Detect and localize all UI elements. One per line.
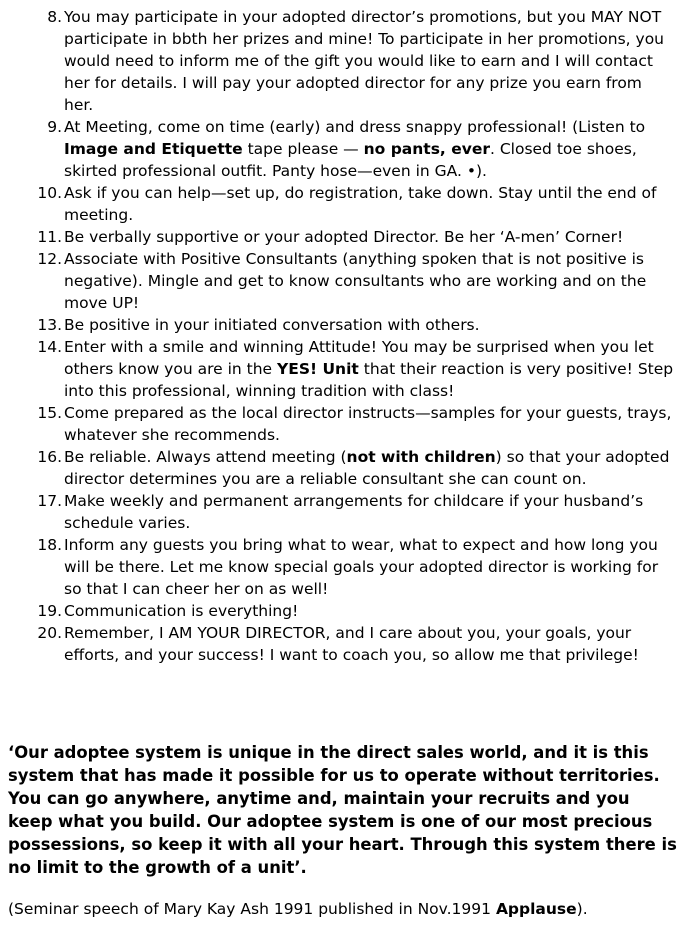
list-item-bold-text: not with children — [346, 448, 496, 466]
list-item-text: that their reaction is very positive! Step into this professional, winning tradition with class! — [64, 360, 674, 400]
citation-source: Applause — [495, 900, 577, 918]
list-item-text: Associate with Positive Consultants (anything spoken that is not positive is negative). Mingle and get to know consultants who are working and on the move UP! — [64, 250, 647, 312]
list-item-number: 11. — [37, 228, 62, 246]
list-item — [0, 600, 693, 622]
list-item — [0, 490, 693, 534]
list-item-number: 15. — [37, 404, 62, 422]
list-item — [0, 336, 693, 402]
list-item — [0, 622, 693, 666]
list-item-number: 10. — [37, 184, 62, 202]
list-item-text: Make weekly and permanent arrangements for childcare if your husband’s schedule varies. — [64, 492, 644, 532]
list-item-number: 18. — [37, 536, 62, 554]
list-item-number: 12. — [37, 250, 62, 268]
list-item-text: Enter with a smile and winning Attitude! You may be surprised when you let others know you are in the — [64, 338, 654, 378]
list-item-number: 16. — [37, 448, 62, 466]
list-item — [0, 116, 693, 182]
list-item — [0, 534, 693, 600]
list-item-text: Remember, I AM YOUR DIRECTOR, and I care about you, your goals, your efforts, and your success! I want to coach you, so allow me that privilege! — [64, 624, 639, 664]
list-item-number: 14. — [37, 338, 62, 356]
list-item-number: 19. — [37, 602, 62, 620]
list-item-number: 9. — [47, 118, 62, 136]
list-item-text: You may participate in your adopted director’s promotions, but you MAY NOT participate in bbth her prizes and mine! To participate in her promotions, you would need to inform me of the gift you would like to earn and I will contact her for details. I will pay your adopted director for any prize you earn from her. — [64, 8, 665, 114]
list-item-bold-text: no pants, ever — [363, 140, 490, 158]
list-item-number: 17. — [37, 492, 62, 510]
list-item — [0, 248, 693, 314]
list-item-text: Be reliable. Always attend meeting ( — [64, 448, 347, 466]
list-item-text: . Closed toe shoes, skirted professional outfit. Panty hose—even in GA. •). — [64, 140, 637, 180]
list-item-number: 8. — [47, 8, 62, 26]
list-item-number: 13. — [37, 316, 62, 334]
list-item — [0, 402, 693, 446]
citation-prefix: (Seminar speech of Mary Kay Ash 1991 published in Nov.1991 — [8, 900, 496, 918]
list-item — [0, 314, 693, 336]
list-item — [0, 182, 693, 226]
list-item-text: Come prepared as the local director instructs—samples for your guests, trays, whatever she recommends. — [64, 404, 672, 444]
list-item-text: Inform any guests you bring what to wear, what to expect and how long you will be there. Let me know special goals your adopted director is working for so that I can cheer her on as well! — [64, 536, 659, 598]
list-item-text: At Meeting, come on time (early) and dress snappy professional! (Listen to — [64, 118, 646, 136]
list-item-text: Be verbally supportive or your adopted Director. Be her ‘A-men’ Corner! — [64, 228, 624, 246]
list-item-number: 20. — [37, 624, 62, 642]
rules-list — [0, 6, 693, 666]
mary-kay-quote: ‘Our adoptee system is unique in the direct sales world, and it is this system that has made it possible for us to operate without territories. You can go anywhere, anytime and, maintain your recruits and you keep what you build. Our adoptee system is one of our most precious possessions, so keep it with all your heart. Through this system there is no limit to the growth of a unit’. — [8, 743, 677, 877]
list-item-bold-text: Image and Etiquette — [64, 140, 243, 158]
list-item-text: tape please — — [242, 140, 364, 158]
citation-suffix: ). — [576, 900, 588, 918]
list-item-text: Be positive in your initiated conversation with others. — [64, 316, 480, 334]
list-item — [0, 6, 693, 116]
list-item-bold-text: YES! Unit — [277, 360, 359, 378]
list-item — [0, 446, 693, 490]
list-item-text: Communication is everything! — [64, 602, 299, 620]
list-item — [0, 226, 693, 248]
list-item-text: Ask if you can help—set up, do registration, take down. Stay until the end of meeting. — [64, 184, 657, 224]
list-item-text: ) so that your adopted director determines you are a reliable consultant she can count on. — [64, 448, 670, 488]
citation — [8, 898, 688, 920]
